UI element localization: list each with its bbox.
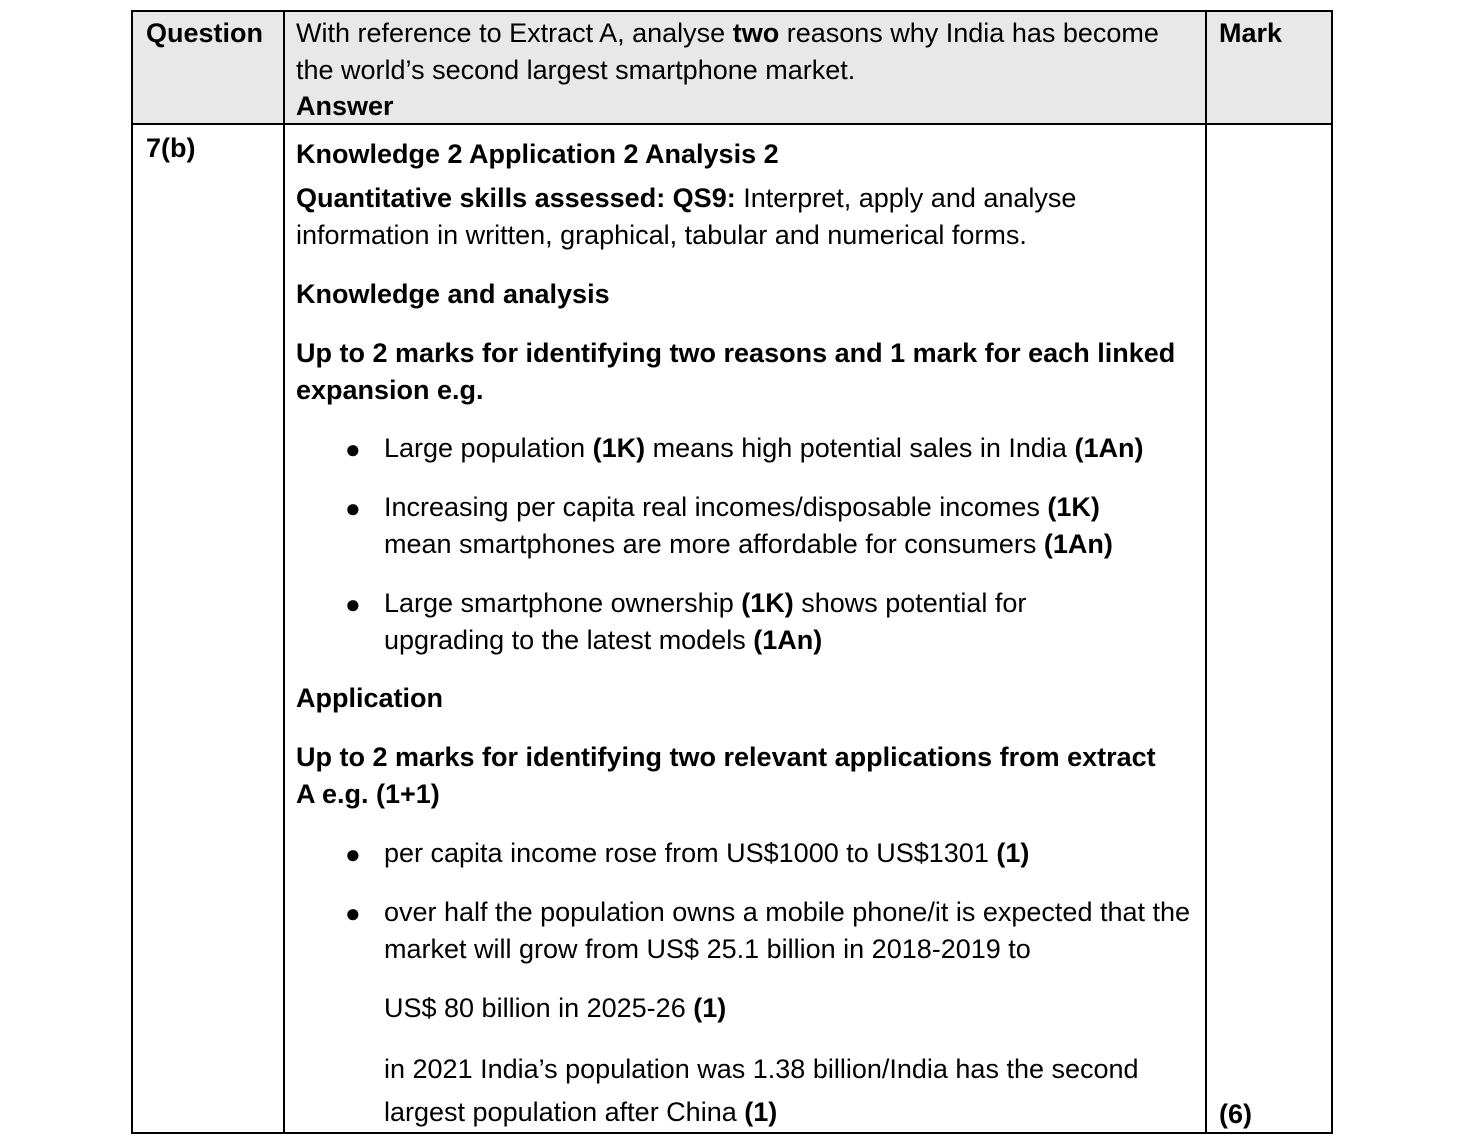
list-item: Large smartphone ownership (1K) shows potential for upgrading to the latest models (1An) — [384, 588, 1027, 655]
list-item: per capita income rose from US$1000 to US$1301 (1) — [384, 838, 1030, 868]
total-mark: (6) — [1219, 1099, 1252, 1129]
bullet-icon: ● — [345, 434, 361, 464]
list-item-continuation: in 2021 India’s population was 1.38 billion/India has the second largest population after China (1) — [384, 1054, 1139, 1127]
list-item: Increasing per capita real incomes/disposable incomes (1K) mean smartphones are more affordable for consumers (1An) — [384, 492, 1113, 559]
column-divider-mark — [1205, 12, 1207, 1132]
assessment-objectives-line: Knowledge 2 Application 2 Analysis 2 — [296, 139, 779, 169]
bullet-icon: ● — [345, 839, 361, 869]
column-divider-question — [283, 12, 285, 1132]
bullet-icon: ● — [345, 493, 361, 523]
mark-column-header: Mark — [1219, 18, 1283, 48]
answer-label: Answer — [296, 91, 394, 121]
question-column-header: Question — [146, 18, 264, 48]
question-number: 7(b) — [146, 133, 196, 163]
knowledge-analysis-instruction: Up to 2 marks for identifying two reasons and 1 mark for each linked expansion e.g. — [296, 338, 1176, 405]
list-item: over half the population owns a mobile phone/it is expected that the market will grow from US$ 25.1 billion in 2018-2019 to — [384, 897, 1191, 964]
list-item: Large population (1K) means high potential sales in India (1An) — [384, 433, 1144, 463]
list-item-continuation: US$ 80 billion in 2025-26 (1) — [384, 993, 727, 1023]
knowledge-analysis-heading: Knowledge and analysis — [296, 279, 610, 309]
application-instruction: Up to 2 marks for identifying two relevant applications from extract A e.g. (1+1) — [296, 742, 1156, 809]
bullet-icon: ● — [345, 589, 361, 619]
mark-scheme-table — [131, 10, 1333, 1134]
quantitative-skills-text: Quantitative skills assessed: QS9: Interpret, apply and analyse information in written, graphical, tabular and numerical forms. — [296, 183, 1077, 250]
question-text: With reference to Extract A, analyse two reasons why India has become the world’s second largest smartphone market. — [296, 18, 1159, 85]
bullet-icon: ● — [345, 898, 361, 928]
application-heading: Application — [296, 683, 443, 713]
